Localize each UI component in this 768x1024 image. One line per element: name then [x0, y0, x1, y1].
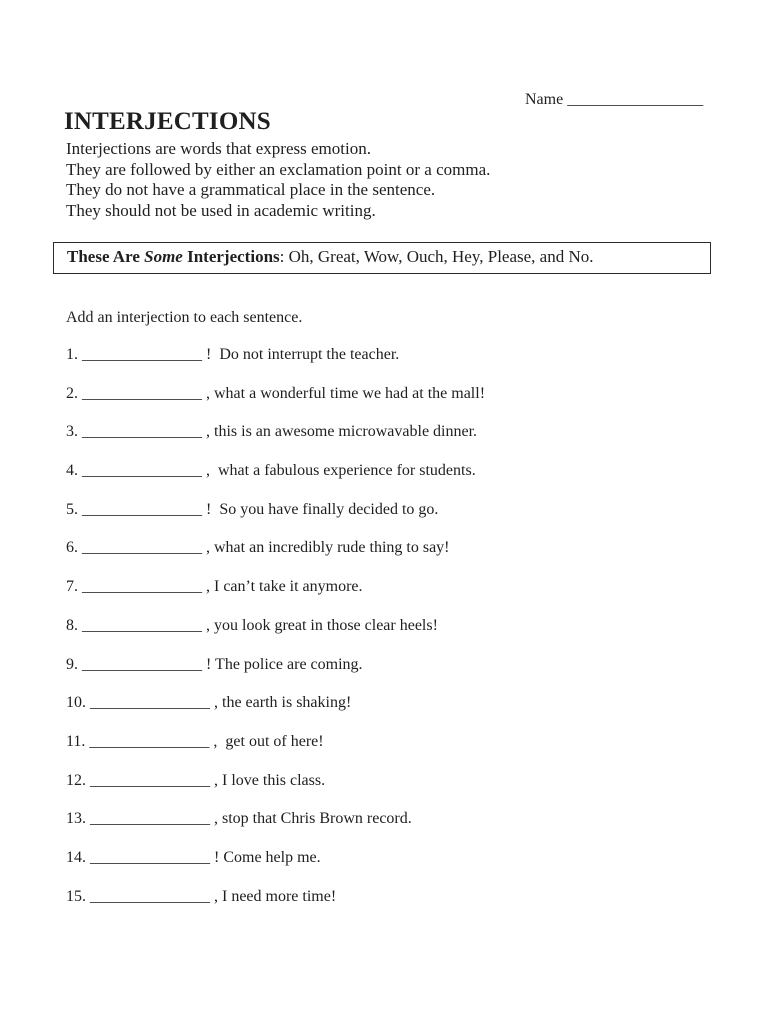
blank-line: _______________	[78, 462, 202, 480]
sentence-text: , the earth is shaking!	[210, 694, 352, 712]
blank-line: _______________	[78, 384, 202, 402]
instruction-text: Add an interjection to each sentence.	[66, 309, 303, 326]
list-item	[66, 385, 728, 424]
blank-line: _______________	[78, 500, 202, 518]
examples-box-label-some: Some	[144, 247, 183, 266]
sentence-text: , you look great in those clear heels!	[202, 616, 438, 634]
blank-line: _______________	[78, 539, 202, 557]
list-item	[66, 849, 728, 888]
blank-line: _______________	[85, 732, 210, 750]
intro-line: Interjections are words that express emotion.	[66, 139, 371, 158]
item-number: 7.	[66, 578, 78, 596]
item-number: 13.	[66, 810, 86, 828]
item-number: 14.	[66, 848, 86, 866]
sentence-text: , this is an awesome microwavable dinner.	[202, 423, 478, 441]
examples-box-label-end: Interjections	[182, 247, 280, 266]
item-number: 6.	[66, 539, 78, 557]
intro-paragraph	[66, 139, 490, 221]
list-item	[66, 501, 728, 540]
list-item	[66, 462, 728, 501]
list-item	[66, 733, 728, 772]
blank-line: _______________	[78, 423, 202, 441]
list-item	[66, 772, 728, 811]
sentence-text: , stop that Chris Brown record.	[210, 810, 412, 828]
list-item	[66, 810, 728, 849]
name-label: Name	[525, 91, 564, 108]
item-number: 2.	[66, 384, 78, 402]
examples-box-label-start: These Are	[67, 247, 145, 266]
blank-line: _______________	[78, 616, 202, 634]
item-number: 10.	[66, 694, 86, 712]
list-item	[66, 617, 728, 656]
examples-box	[53, 242, 711, 274]
sentence-text: , I can’t take it anymore.	[202, 578, 363, 596]
sentence-text: , get out of here!	[209, 732, 324, 750]
sentence-text: ! So you have finally decided to go.	[202, 500, 439, 518]
sentence-list	[66, 346, 728, 926]
item-number: 15.	[66, 887, 86, 905]
item-number: 8.	[66, 616, 78, 634]
intro-line: They do not have a grammatical place in the sentence.	[66, 180, 436, 200]
blank-line: _______________	[86, 810, 210, 828]
sentence-text: , I need more time!	[210, 887, 337, 905]
item-number: 12.	[66, 771, 86, 789]
item-number: 9.	[66, 655, 78, 673]
sentence-text: , what a fabulous experience for students.	[202, 462, 476, 480]
sentence-text: , what a wonderful time we had at the mall!	[202, 384, 486, 402]
sentence-text: , what an incredibly rude thing to say!	[202, 539, 450, 557]
list-item	[66, 539, 728, 578]
name-row	[525, 91, 703, 109]
blank-line: _______________	[78, 578, 202, 596]
sentence-text: ! The police are coming.	[202, 655, 363, 673]
list-item	[66, 346, 728, 385]
item-number: 5.	[66, 500, 78, 518]
intro-line: They are followed by either an exclamation point or a comma.	[66, 159, 491, 179]
blank-line: _______________	[86, 848, 210, 866]
item-number: 11.	[66, 732, 86, 750]
list-item	[66, 888, 728, 927]
sentence-text: ! Come help me.	[210, 848, 321, 866]
page-title: INTERJECTIONS	[64, 108, 271, 135]
list-item	[66, 578, 728, 617]
sentence-text: , I love this class.	[210, 771, 326, 789]
blank-line: _______________	[86, 887, 210, 905]
list-item	[66, 423, 728, 462]
item-number: 3.	[66, 423, 78, 441]
blank-line: _______________	[86, 694, 210, 712]
intro-line: They should not be used in academic writing.	[66, 200, 376, 220]
list-item	[66, 656, 728, 695]
item-number: 4.	[66, 462, 78, 480]
blank-line: _______________	[78, 346, 202, 363]
examples-box-list: : Oh, Great, Wow, Ouch, Hey, Please, and No.	[279, 247, 594, 266]
name-blank-line: _________________	[563, 91, 704, 108]
item-number: 1.	[66, 346, 78, 363]
sentence-text: ! Do not interrupt the teacher.	[202, 346, 400, 363]
list-item	[66, 694, 728, 733]
blank-line: _______________	[86, 771, 210, 789]
blank-line: _______________	[78, 655, 202, 673]
